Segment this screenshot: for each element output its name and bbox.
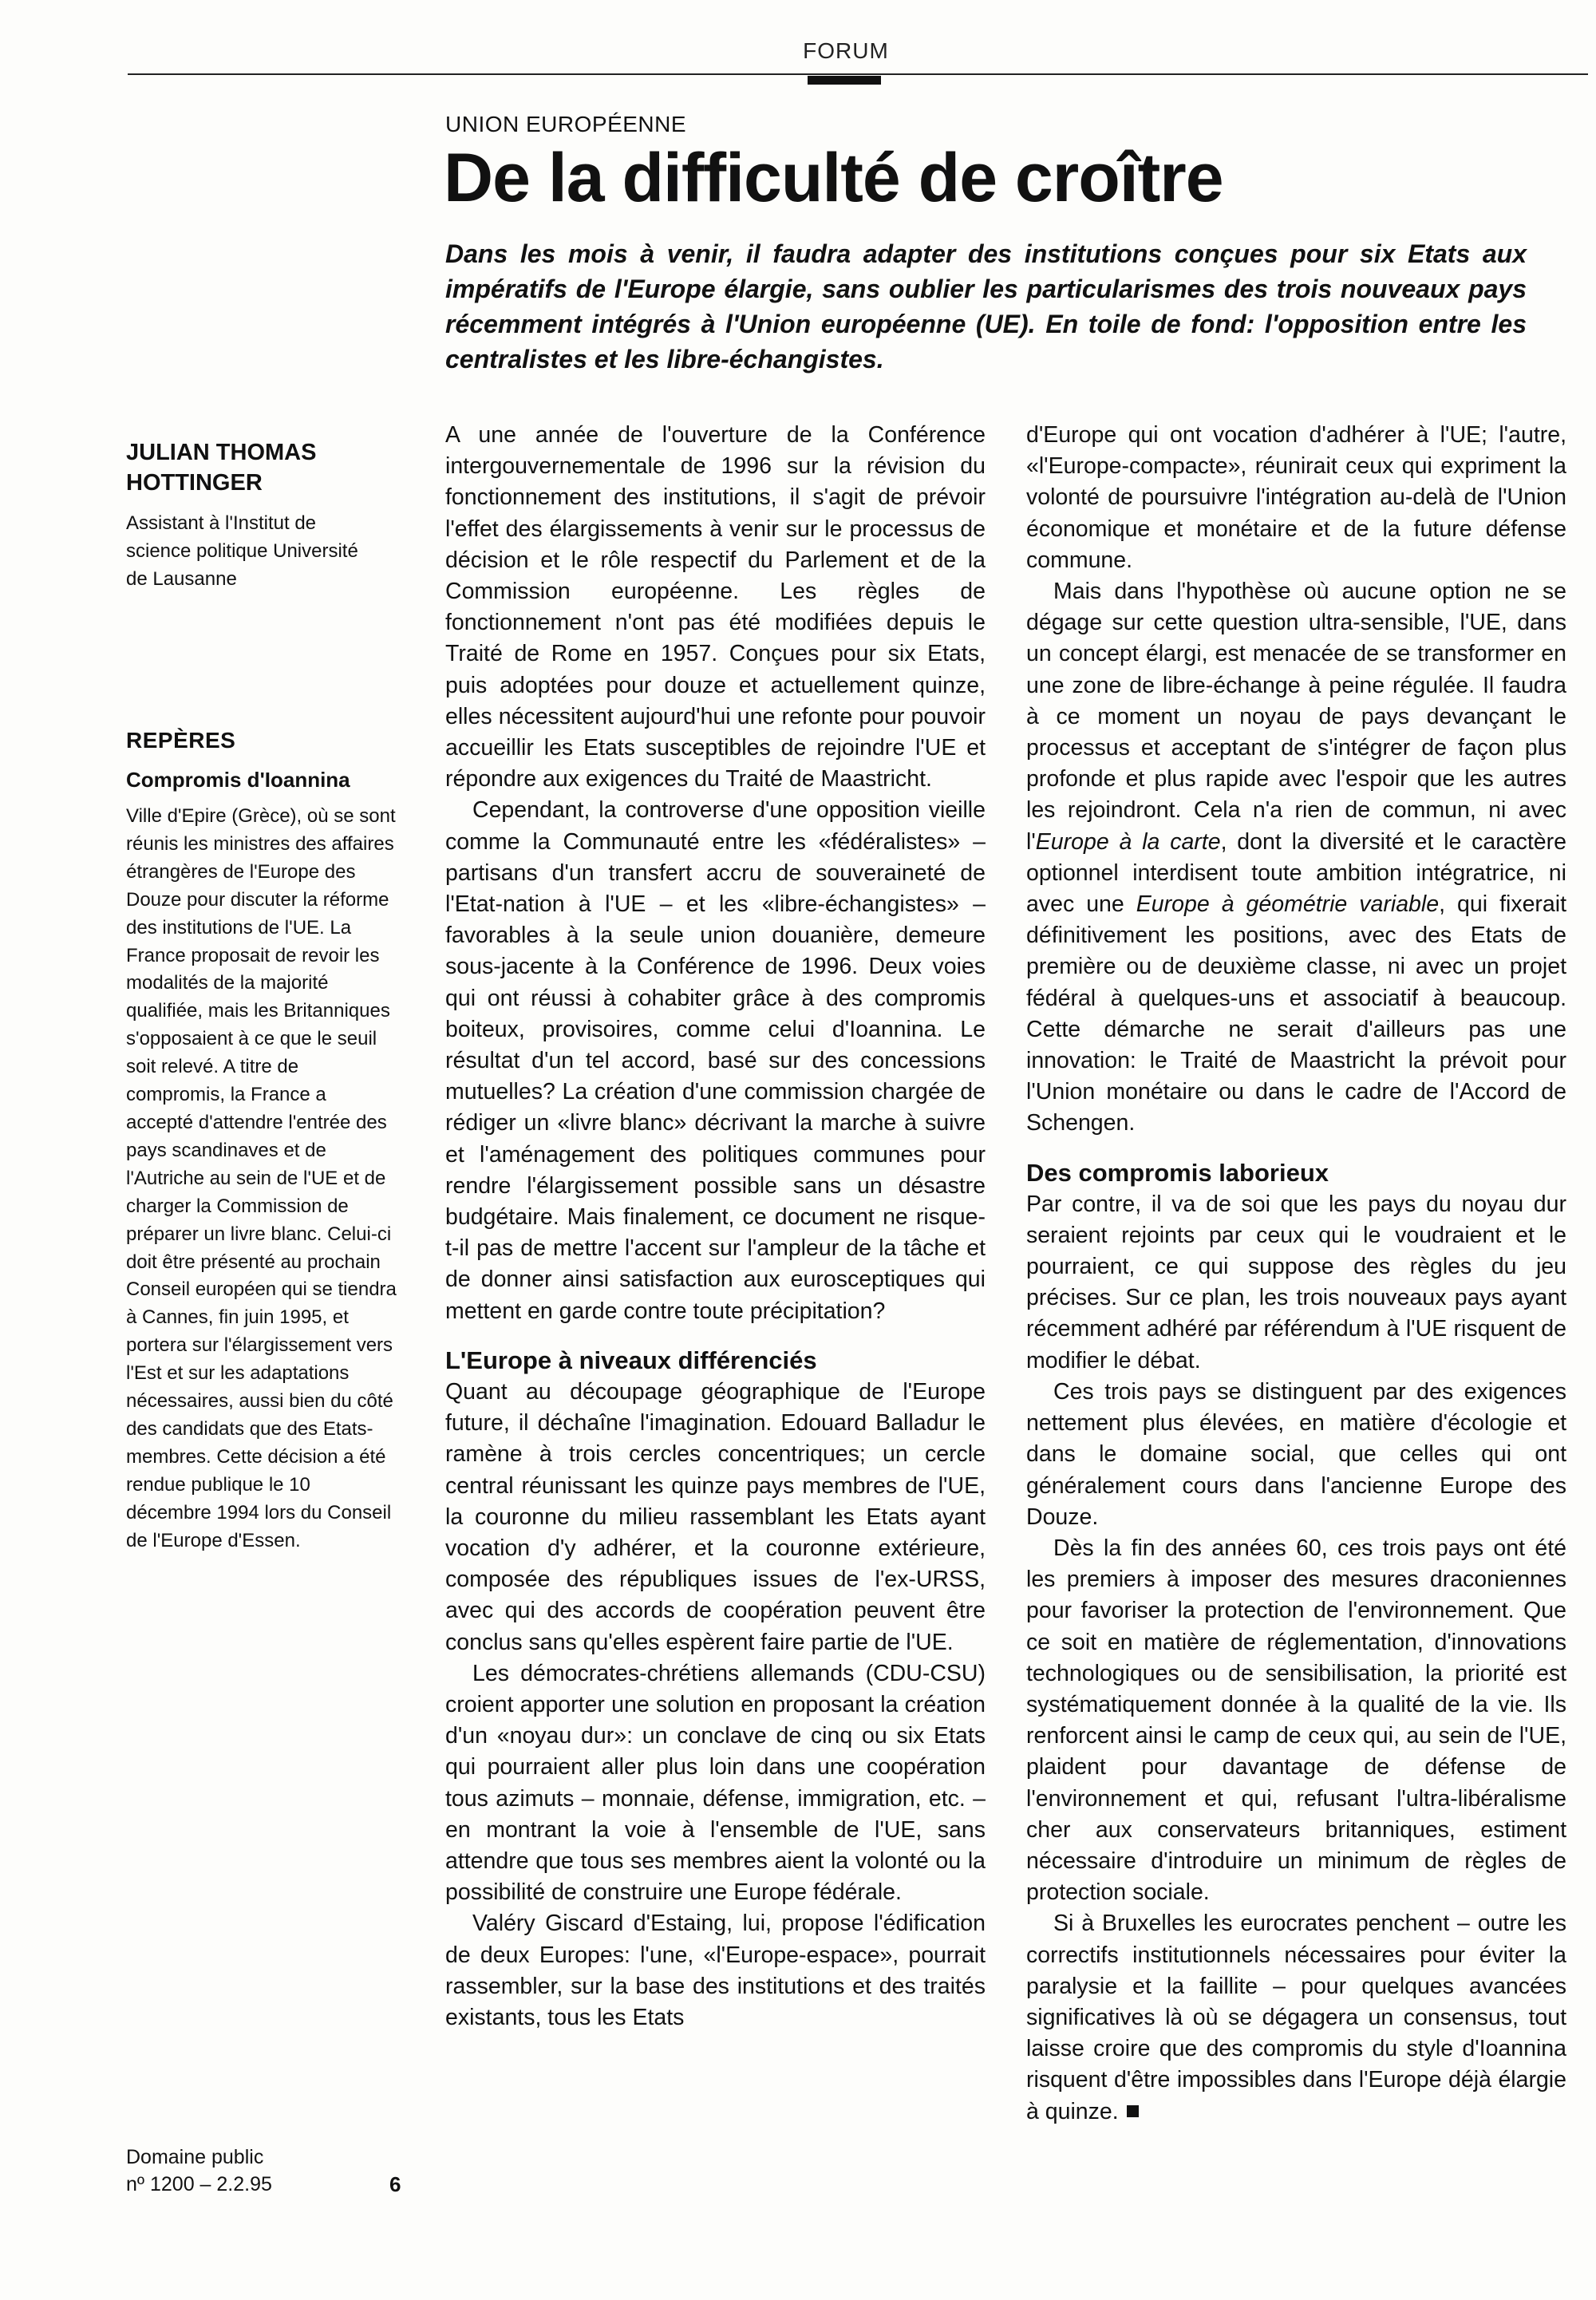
- paragraph: Valéry Giscard d'Estaing, lui, propose l'édification de deux Europes: l'une, «l'Europe-espace», pourrait rassembler, sur la base des institutions et des traités existants, tous les Etats: [445, 1911, 986, 2030]
- paragraph: A une année de l'ouverture de la Conférence intergouvernementale de 1996 sur la révision du fonctionnement des institutions, il s'agit de prévoir l'effet des élargissements à venir sur le processus de décision et le rôle respectif du Parlement et de la Commission européenne. Les règles de fonctionnement n'ont pas été modifiées depuis le Traité de Rome en 1957. Conçues pour six Etats, puis adoptées pour douze et actuellement quinze, elles nécessitent aujourd'hui une refonte pour pouvoir accueillir les Etats susceptibles de rejoindre l'UE et répondre aux exigences du Traité de Maastricht.: [445, 422, 986, 792]
- emphasis: Europe à la carte: [1035, 828, 1221, 855]
- sidebar-subtitle: Compromis d'Ioannina: [126, 768, 350, 792]
- text-run: Si à Bruxelles les eurocrates penchent – outre les correctifs institutionnels nécessaires pour éviter la paralysie et la faillite – pour quelques avancées significatives là où se dégagera un consensus, tout laisse croire que des compromis du style d'Ioannina risquent d'être impossibles dans l'Europe déjà élargie à quinze.: [1026, 1911, 1566, 2124]
- page-number: 6: [389, 2172, 401, 2196]
- text-run: , dont la diversité et le caractère optionnel interdisent toute ambition intégratrice, ni avec une: [1026, 828, 1566, 918]
- lead-paragraph: Dans les mois à venir, il faudra adapter des institutions conçues pour six Etats aux impératifs de l'Europe élargie, sans oublier les particularismes des trois nouveaux pays récemment intégrés à l'Union européenne (UE). En toile de fond: l'opposition entre les centralistes et les libre-échangistes.: [445, 239, 1527, 373]
- footer-publication: Domaine public: [126, 2146, 264, 2168]
- author-name: JULIAN THOMAS HOTTINGER: [126, 440, 317, 496]
- paragraph: Les démocrates-chrétiens allemands (CDU-CSU) croient apporter une solution en proposant la création d'un «noyau dur»: un conclave de cinq ou six Etats qui pourraient aller plus loin dans une coopération tous azimuts – monnaie, défense, immigration, etc. – en montrant la voie à l'ensemble de l'UE, sans attendre que tous ses membres aient la volonté ou la possibilité de construire une Europe fédérale.: [445, 1660, 986, 1906]
- paragraph: [1026, 1908, 1566, 2127]
- paragraph: Dès la fin des années 60, ces trois pays ont été les premiers à imposer des mesures draconiennes pour favoriser la protection de l'environnement. Que ce soit en matière de réglementation, d'innovations technologiques ou de sensibilisation, la priorité est systématiquement donnée à la qualité de la vie. Ils renforcent ainsi le camp de ceux qui, au sein de l'UE, plaident pour davantage de défense de l'environnement et qui, refusant l'ultra-libéralisme cher aux conservateurs britanniques, estiment nécessaire d'introduire un minimum de règles de protection sociale.: [1026, 1535, 1566, 1906]
- section-tab-bar: [808, 76, 881, 85]
- paragraph: d'Europe qui ont vocation d'adhérer à l'UE; l'autre, «l'Europe-compacte», réunirait ceux qui expriment la volonté de poursuivre l'intégration au-delà de l'Union économique et monétaire et de la future défense commune.: [1026, 422, 1566, 573]
- end-of-article-icon: [1127, 2105, 1139, 2117]
- sidebar-body: Ville d'Epire (Grèce), où se sont réunis les ministres des affaires étrangères de l'Europe des Douze pour discuter la réforme des institutions de l'UE. La France proposait de revoir les modalités de la majorité qualifiée, mais les Britanniques s'opposaient à ce que le seuil soit relevé. A titre de compromis, la France a accepté d'attendre l'entrée des pays scandinaves et de l'Autriche au sein de l'UE et de charger la Commission de préparer un livre blanc. Celui-ci doit être présenté au prochain Conseil européen qui se tiendra à Cannes, fin juin 1995, et portera sur l'élargissement vers l'Est et sur les adaptations nécessaires, aussi bien du côté des candidats que des Etats-membres. Cette décision a été rendue publique le 10 décembre 1994 lors du Conseil de l'Europe d'Essen.: [126, 805, 397, 1551]
- footer-issue: nº 1200 – 2.2.95: [126, 2173, 272, 2195]
- text-run: Mais dans l'hypothèse où aucune option ne se dégage sur cette question ultra-sensible, l'UE, dans un concept élargi, est menacée de se transformer en une zone de libre-échange à peine régulée. Il faudra à ce moment un noyau de pays devançant le processus et acceptant de s'intégrer de façon plus profonde et plus rapide avec l'espoir que les autres les rejoindront. Cela n'a rien de commun, ni avec l': [1026, 579, 1566, 855]
- subheading: Des compromis laborieux: [1026, 1158, 1329, 1187]
- author-affiliation: Assistant à l'Institut de science politique Université de Lausanne: [126, 512, 358, 590]
- paragraph: [1026, 576, 1566, 1140]
- article-title: De la difficulté de croître: [444, 140, 1223, 216]
- subheading: L'Europe à niveaux différenciés: [445, 1346, 817, 1374]
- paragraph: Cependant, la controverse d'une opposition vieille comme la Communauté entre les «fédéralistes» – partisans d'un transfert accru de souveraineté de l'Etat-nation à l'UE – et les «libre-échangistes» – favorables à la seule union douanière, demeure sous-jacente à la Conférence de 1996. Deux voies qui ont réussi à cohabiter grâce à des compromis boiteux, provisoires, comme celui d'Ioannina. Le résultat d'un tel accord, basé sur des concessions mutuelles? La création d'une commission chargée de rédiger un «livre blanc» décrivant la marche à suivre et l'aménagement des politiques communes pour rendre l'élargissement possible sans un désastre budgétaire. Mais finalement, ce document ne risque-t-il pas de mettre l'accent sur l'ampleur de la tâche et de donner ainsi satisfaction aux eurosceptiques qui mettent en garde contre toute précipitation?: [445, 797, 986, 1324]
- article-column-2: [1026, 420, 1566, 2128]
- kicker: UNION EUROPÉENNE: [445, 112, 687, 136]
- sidebar-title: REPÈRES: [126, 728, 236, 753]
- top-rule: [128, 73, 1588, 75]
- paragraph: Par contre, il va de soi que les pays du noyau dur seraient rejoints par ceux qui le voudraient et le pourraient, ce qui suppose des règles du jeu précises. Sur ce plan, les trois nouveaux pays ayant récemment adhéré par référendum à l'UE risquent de modifier le débat.: [1026, 1191, 1566, 1373]
- paragraph: Ces trois pays se distinguent par des exigences nettement plus élevées, en matière d'écologie et dans le domaine social, que celles qui ont généralement cours dans l'ancienne Europe des Douze.: [1026, 1378, 1566, 1530]
- emphasis: Europe à géométrie variable: [1136, 891, 1440, 918]
- article-column-1: [445, 420, 986, 2033]
- paragraph: Quant au découpage géographique de l'Europe future, il déchaîne l'imagination. Edouard Balladur le ramène à trois cercles concentriques; un cercle central réunissant les quinze pays membres de l'UE, la couronne du milieu rassemblant les Etats ayant vocation d'y adhérer, et la couronne extérieure, composée des républiques issues de l'ex-URSS, avec qui des accords de coopération peuvent être conclus sans qu'elles espèrent faire partie de l'UE.: [445, 1378, 986, 1655]
- section-rubric: FORUM: [803, 38, 889, 63]
- text-run: , qui fixerait définitivement les positions, avec des Etats de première ou de deuxième classe, ni avec un projet fédéral à quelques-uns et associatif à beaucoup. Cette démarche ne serait d'ailleurs pas une innovation: le Traité de Maastricht la prévoit pour l'Union monétaire ou dans le cadre de l'Accord de Schengen.: [1026, 891, 1567, 1136]
